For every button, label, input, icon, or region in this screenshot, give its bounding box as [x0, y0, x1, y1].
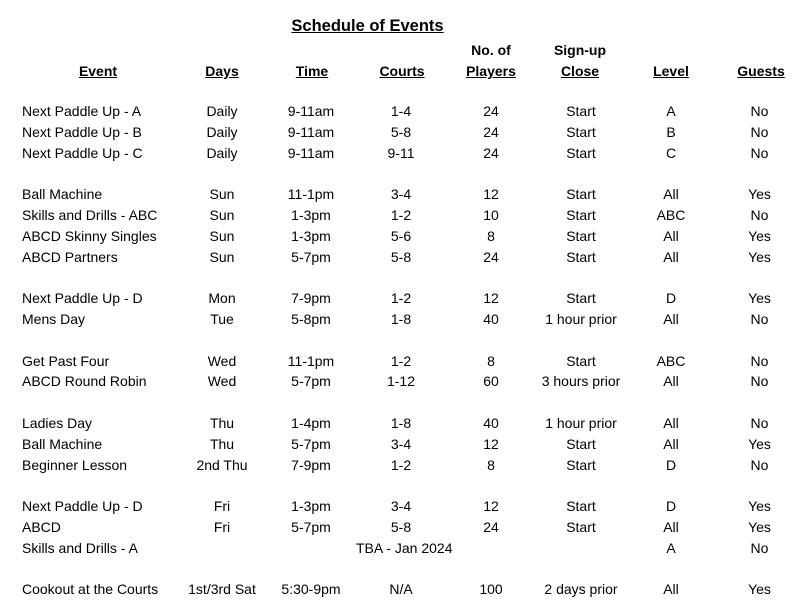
- header-days: [188, 61, 256, 82]
- cell-event: Skills and Drills - ABC: [22, 206, 158, 223]
- table-row: [0, 371, 803, 392]
- cell-level: D: [665, 456, 677, 473]
- cell-days: Sun: [209, 248, 235, 265]
- cell-close: Start: [566, 123, 596, 140]
- cell-close: 1 hour prior: [545, 310, 617, 327]
- cell-event: Ball Machine: [22, 435, 103, 452]
- cell-courts: 1-2: [390, 206, 412, 223]
- cell-players: 12: [483, 498, 499, 515]
- cell-level: D: [665, 290, 677, 307]
- header-event-label: Event: [78, 63, 118, 79]
- cell-event: Ball Machine: [22, 186, 103, 203]
- header-signup-top: Sign-up: [553, 42, 607, 58]
- cell-event: Next Paddle Up - A: [22, 103, 142, 119]
- cell-time: 9-11am: [287, 144, 335, 161]
- cell-guests: No: [750, 103, 769, 119]
- header-days-label: Days: [205, 63, 239, 79]
- table-row: [0, 517, 803, 538]
- cell-courts: 1-4: [390, 103, 412, 119]
- cell-level: ABC: [656, 206, 686, 223]
- table-row: [0, 496, 803, 517]
- cell-guests: No: [750, 414, 769, 431]
- cell-days: Sun: [209, 206, 235, 223]
- table-row: [0, 247, 803, 268]
- cell-guests: No: [750, 123, 769, 140]
- cell-courts: 3-4: [390, 435, 412, 452]
- cell-close: Start: [566, 290, 596, 307]
- cell-event: ABCD Partners: [22, 248, 118, 265]
- cell-days: Thu: [209, 414, 235, 431]
- cell-time: 5-7pm: [291, 518, 331, 535]
- cell-players: 40: [483, 414, 499, 431]
- cell-players: 24: [483, 123, 499, 140]
- cell-players: 8: [487, 227, 495, 244]
- cell-days: Wed: [207, 352, 237, 369]
- spacer-cell: [0, 163, 803, 184]
- page-title: Schedule of Events: [291, 17, 444, 35]
- cell-courts: 5-8: [390, 518, 412, 535]
- cell-time: 5-7pm: [291, 373, 331, 390]
- header-time: [278, 61, 346, 82]
- cell-time: 5-8pm: [291, 310, 331, 327]
- cell-guests: No: [750, 352, 769, 369]
- cell-event: Next Paddle Up - D: [22, 498, 143, 515]
- cell-close: Start: [566, 186, 596, 203]
- cell-event: ABCD: [22, 518, 61, 535]
- cell-time: 11-1pm: [287, 186, 335, 203]
- cell-event: Next Paddle Up - C: [22, 144, 143, 161]
- table-row: [0, 288, 803, 309]
- cell-time: 1-3pm: [291, 206, 331, 223]
- cell-event: Ladies Day: [22, 414, 93, 431]
- table-row: [0, 538, 803, 559]
- cell-guests: Yes: [748, 227, 771, 244]
- cell-close: Start: [566, 518, 596, 535]
- cell-players: 8: [487, 456, 495, 473]
- cell-players: 24: [483, 103, 499, 119]
- cell-players: 12: [483, 290, 499, 307]
- cell-empty: [178, 538, 266, 559]
- cell-courts: 5-8: [390, 123, 412, 140]
- cell-guests: No: [750, 373, 769, 390]
- cell-players: 24: [483, 518, 499, 535]
- cell-players: 10: [483, 206, 499, 223]
- header-signup-bottom: Close: [560, 63, 600, 79]
- cell-level: All: [663, 581, 679, 598]
- spacer-cell: [0, 392, 803, 413]
- cell-courts: 3-4: [390, 186, 412, 203]
- table-row: [0, 351, 803, 372]
- cell-guests: Yes: [748, 290, 771, 307]
- cell-close: Start: [566, 498, 596, 515]
- cell-tba: TBA - Jan 2024: [356, 539, 453, 556]
- cell-time: 7-9pm: [291, 456, 331, 473]
- cell-courts: 1-12: [386, 373, 416, 390]
- cell-level: All: [663, 186, 679, 203]
- cell-courts: 3-4: [390, 498, 412, 515]
- cell-close: 2 days prior: [544, 581, 618, 598]
- group-spacer: [0, 559, 803, 580]
- spacer-cell: [0, 330, 803, 351]
- spacer-cell: [0, 475, 803, 496]
- cell-players: 24: [483, 144, 499, 161]
- cell-time: 9-11am: [287, 103, 335, 119]
- spacer-cell: [0, 559, 803, 580]
- table-row: [0, 579, 803, 600]
- header-guests: [727, 61, 795, 82]
- cell-days: Sun: [209, 227, 235, 244]
- table-row: [0, 205, 803, 226]
- table-row: [0, 143, 803, 164]
- cell-level: All: [663, 518, 679, 535]
- table-row: [0, 309, 803, 330]
- cell-players: 8: [487, 352, 495, 369]
- cell-days: Daily: [206, 144, 238, 161]
- cell-courts: 1-8: [390, 414, 412, 431]
- cell-courts: 5-6: [390, 227, 412, 244]
- cell-level: All: [663, 373, 679, 390]
- cell-event: Mens Day: [22, 310, 86, 327]
- cell-level: D: [665, 498, 677, 515]
- cell-event: Next Paddle Up - B: [22, 123, 142, 140]
- cell-level: All: [663, 248, 679, 265]
- cell-guests: No: [750, 206, 769, 223]
- cell-level: All: [663, 435, 679, 452]
- table-row: [0, 101, 803, 122]
- header-signup-close: [544, 40, 616, 82]
- group-spacer: [0, 392, 803, 413]
- cell-guests: No: [750, 456, 769, 473]
- cell-level: A: [666, 103, 676, 119]
- table-row: [0, 413, 803, 434]
- cell-close: Start: [566, 248, 596, 265]
- cell-days: Mon: [208, 290, 236, 307]
- header-players-bottom: Players: [466, 63, 516, 79]
- cell-courts: 1-2: [390, 456, 412, 473]
- cell-players: 24: [483, 248, 499, 265]
- cell-event: ABCD Round Robin: [22, 373, 147, 390]
- cell-close: 1 hour prior: [545, 414, 617, 431]
- cell-days: Sun: [209, 186, 235, 203]
- spacer-cell: [0, 267, 803, 288]
- header-level: [637, 61, 705, 82]
- cell-event: Get Past Four: [22, 352, 110, 369]
- cell-event: Beginner Lesson: [22, 456, 128, 473]
- cell-time: 11-1pm: [287, 352, 335, 369]
- cell-players: 12: [483, 435, 499, 452]
- table-row: [0, 434, 803, 455]
- group-spacer: [0, 267, 803, 288]
- table-row: [0, 184, 803, 205]
- cell-courts: 1-8: [390, 310, 412, 327]
- cell-days: Thu: [209, 435, 235, 452]
- cell-days: Daily: [206, 103, 238, 119]
- header-event: [64, 61, 132, 82]
- cell-time: 7-9pm: [291, 290, 331, 307]
- cell-players: 40: [483, 310, 499, 327]
- cell-close: Start: [566, 206, 596, 223]
- header-level-label: Level: [653, 63, 689, 79]
- table-row: [0, 122, 803, 143]
- header-players-top: No. of: [471, 42, 511, 58]
- cell-courts: 9-11: [387, 144, 415, 161]
- cell-guests: Yes: [748, 186, 771, 203]
- header-courts: [368, 61, 436, 82]
- cell-days: Tue: [210, 310, 234, 327]
- cell-close: Start: [566, 227, 596, 244]
- cell-time: 1-3pm: [291, 498, 331, 515]
- header-guests-label: Guests: [737, 63, 785, 79]
- table-row: [0, 226, 803, 247]
- cell-days: 1st/3rd Sat: [188, 581, 256, 598]
- group-spacer: [0, 330, 803, 351]
- cell-players: 12: [483, 186, 499, 203]
- cell-days: 2nd Thu: [196, 456, 248, 473]
- group-spacer: [0, 163, 803, 184]
- cell-close: 3 hours prior: [541, 373, 621, 390]
- cell-guests: Yes: [748, 435, 771, 452]
- cell-players: 100: [479, 581, 503, 598]
- cell-courts: 1-2: [390, 352, 412, 369]
- cell-days: Fri: [213, 518, 231, 535]
- group-spacer: [0, 475, 803, 496]
- cell-level: B: [666, 123, 676, 140]
- cell-days: Fri: [213, 498, 231, 515]
- cell-time: 5-7pm: [291, 248, 331, 265]
- cell-close: Start: [566, 103, 596, 119]
- cell-close: Start: [566, 456, 596, 473]
- cell-guests: Yes: [748, 518, 771, 535]
- cell-close: Start: [566, 435, 596, 452]
- cell-event: Cookout at the Courts: [22, 581, 159, 598]
- cell-event: ABCD Skinny Singles: [22, 227, 157, 244]
- cell-guests: No: [750, 539, 769, 556]
- cell-days: Daily: [206, 123, 238, 140]
- cell-time: 9-11am: [287, 123, 335, 140]
- table-row: [0, 455, 803, 476]
- cell-courts: 1-2: [390, 290, 412, 307]
- cell-level: All: [663, 414, 679, 431]
- cell-days: Wed: [207, 373, 237, 390]
- cell-guests: Yes: [748, 248, 771, 265]
- cell-time: 1-3pm: [291, 227, 331, 244]
- schedule-table: [0, 101, 803, 600]
- cell-time: 5:30-9pm: [281, 581, 341, 598]
- cell-courts: 5-8: [390, 248, 412, 265]
- cell-guests: Yes: [748, 581, 771, 598]
- cell-courts: N/A: [389, 581, 413, 598]
- cell-level: C: [665, 144, 677, 161]
- cell-guests: Yes: [748, 498, 771, 515]
- cell-time: 5-7pm: [291, 435, 331, 452]
- cell-level: All: [663, 310, 679, 327]
- header-time-label: Time: [295, 63, 329, 79]
- cell-guests: No: [750, 310, 769, 327]
- cell-event: Skills and Drills - A: [22, 539, 138, 556]
- cell-guests: No: [750, 144, 769, 161]
- cell-players: 60: [483, 373, 499, 390]
- cell-level: ABC: [656, 352, 686, 369]
- cell-close: Start: [566, 352, 596, 369]
- header-courts-label: Courts: [379, 63, 425, 79]
- cell-event: Next Paddle Up - D: [22, 290, 143, 307]
- header-players: [457, 40, 525, 82]
- cell-level: A: [666, 539, 676, 556]
- cell-time: 1-4pm: [291, 414, 331, 431]
- cell-level: All: [663, 227, 679, 244]
- cell-close: Start: [566, 144, 596, 161]
